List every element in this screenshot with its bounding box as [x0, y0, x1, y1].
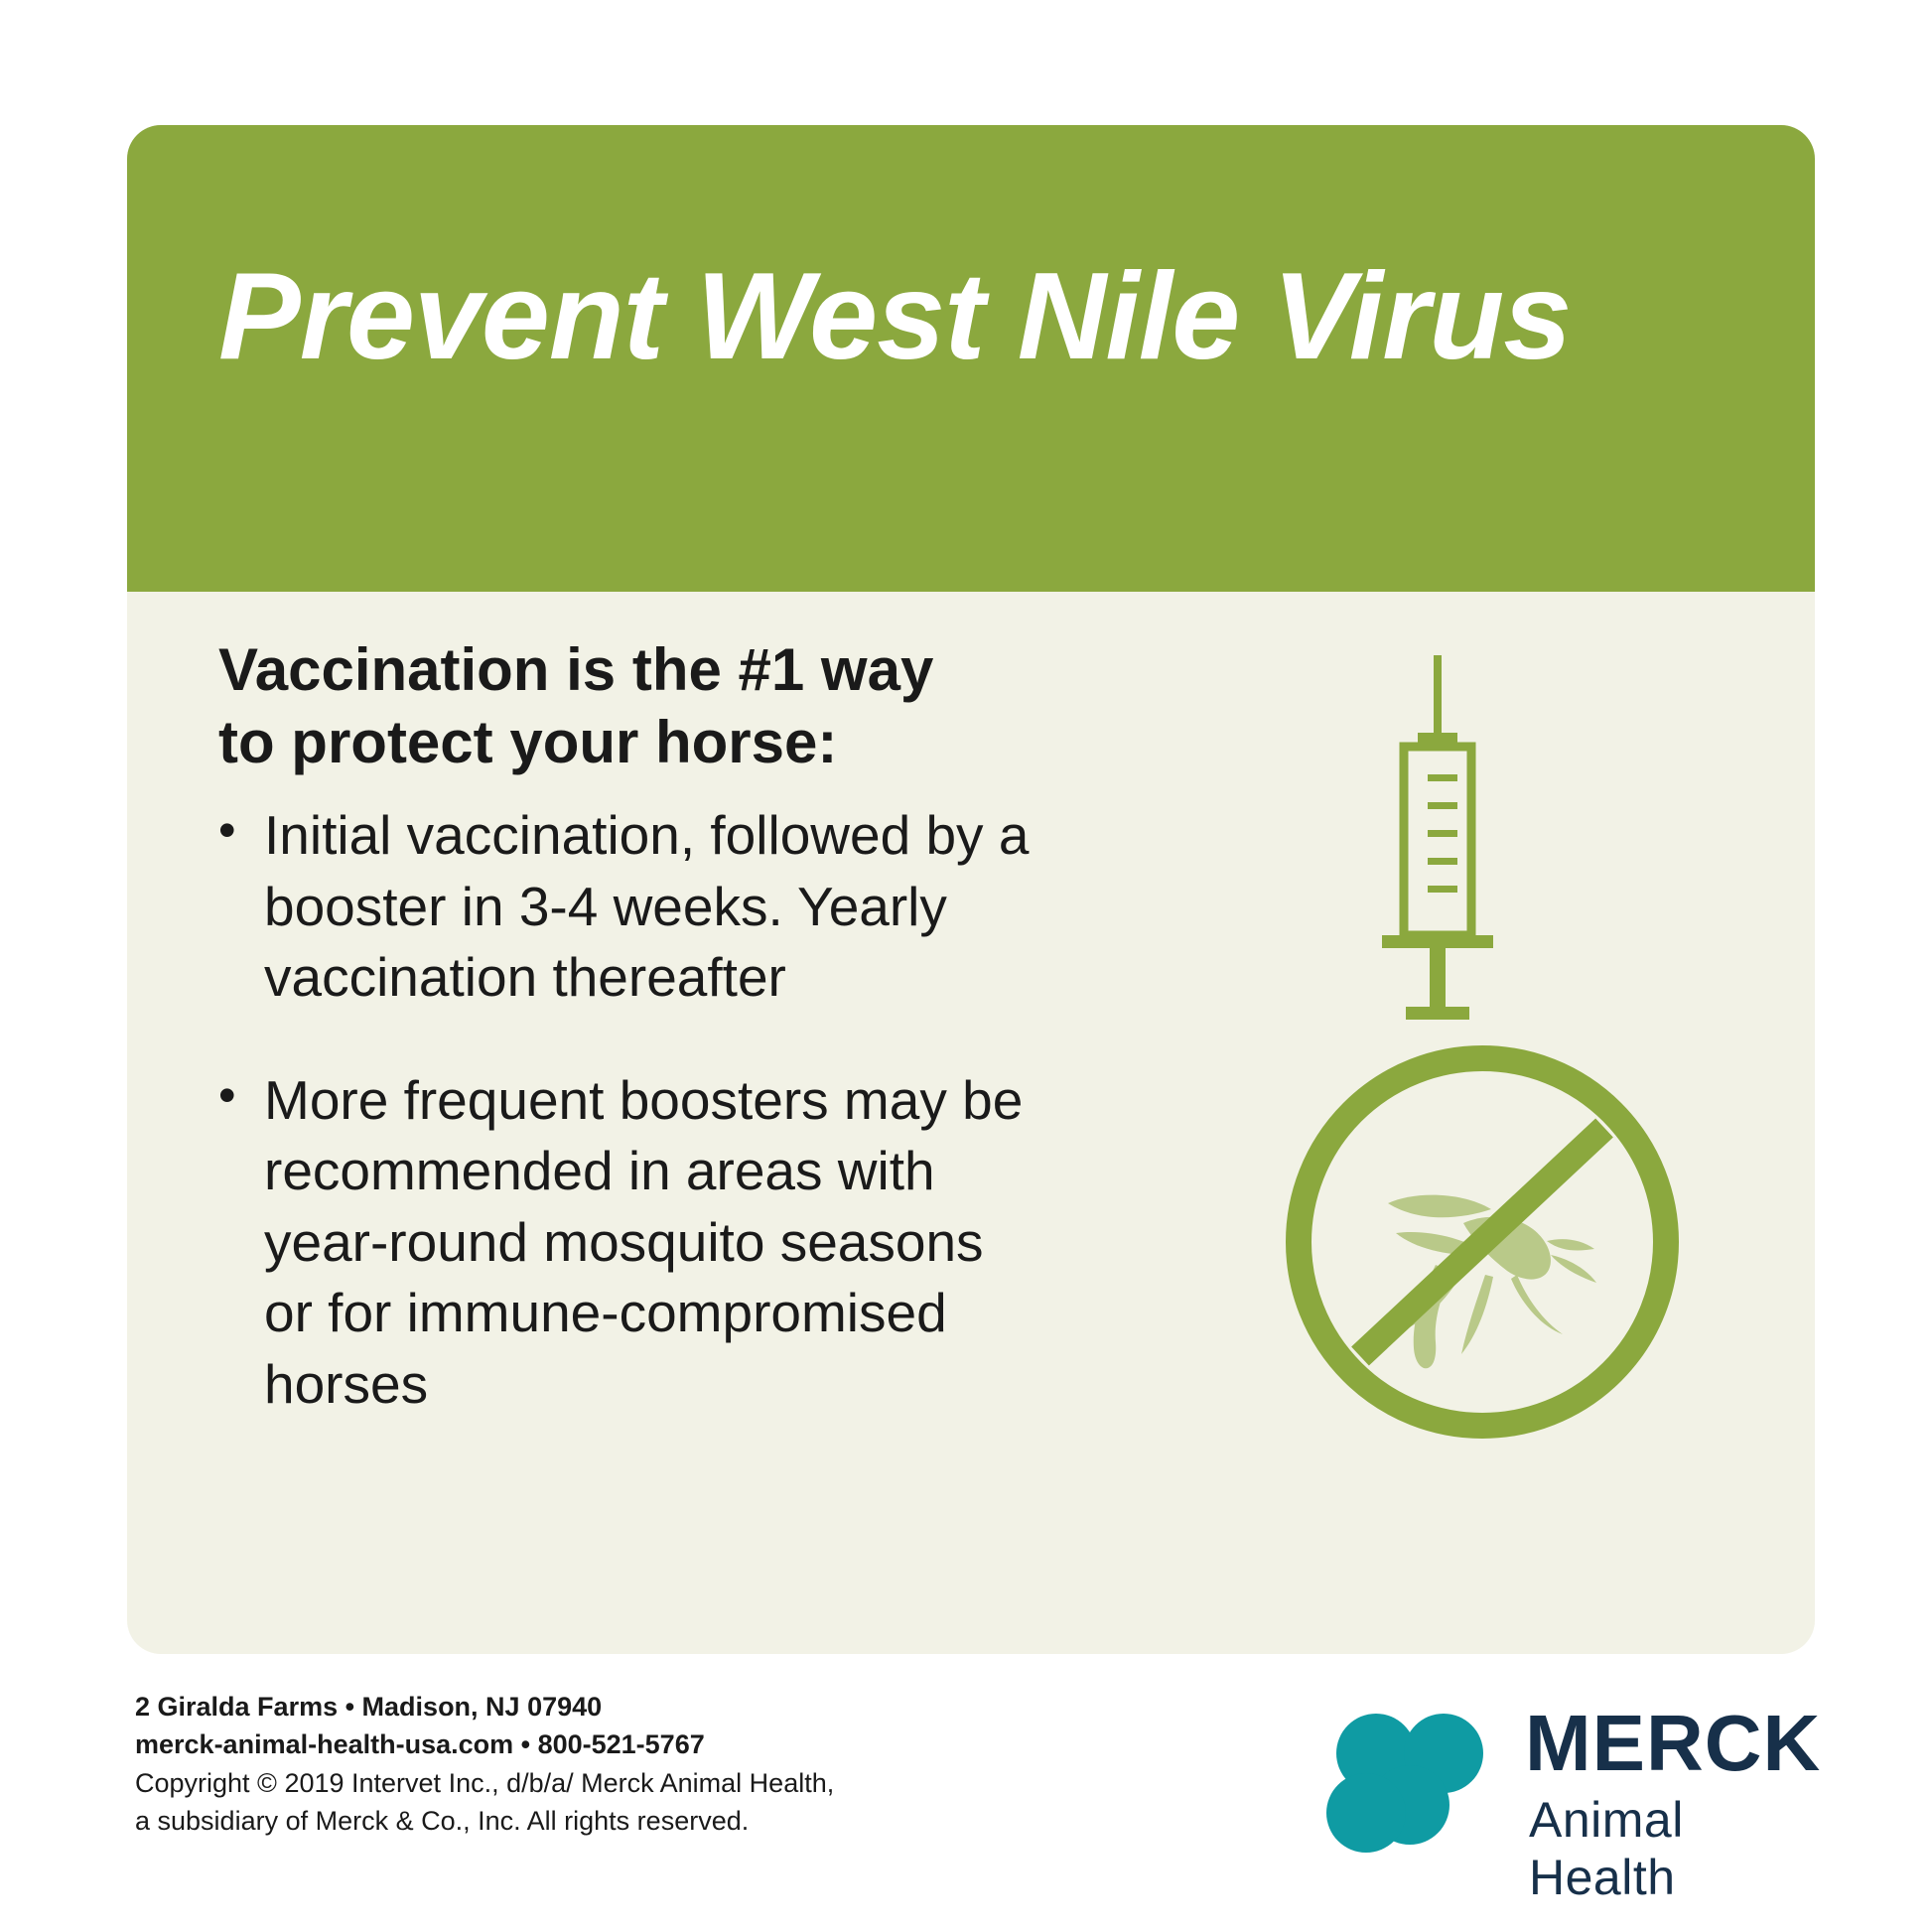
merck-logo [1316, 1684, 1822, 1905]
merck-mark-icon [1316, 1702, 1505, 1875]
page-title: Prevent West Nile Virus [218, 248, 1572, 385]
copyright-line-2: a subsidiary of Merck & Co., Inc. All rights reserved. [135, 1805, 750, 1836]
merck-wordmark: MERCK [1525, 1699, 1822, 1787]
copyright-line-1: Copyright © 2019 Intervet Inc., d/b/a/ Merck Animal Health, [135, 1767, 835, 1798]
footer [0, 1678, 1932, 1932]
bullet-list [218, 800, 1042, 1471]
no-mosquito-icon [1269, 1029, 1696, 1460]
syringe-icon [1318, 651, 1557, 1034]
subheading [218, 633, 1052, 778]
card-header [127, 125, 1815, 592]
subheading-line-2: to protect your horse: [218, 709, 838, 776]
contact-line: merck-animal-health-usa.com • 800-521-5767 [135, 1729, 705, 1760]
merck-tagline: Animal Health [1529, 1792, 1684, 1905]
icon-column [1259, 631, 1676, 1585]
list-item: • Initial vaccination, followed by a booster in 3-4 weeks. Yearly vaccination thereafter [218, 800, 1042, 1014]
card-body [127, 592, 1815, 1654]
subheading-line-1: Vaccination is the #1 way [218, 636, 934, 703]
address-line: 2 Giralda Farms • Madison, NJ 07940 [135, 1692, 603, 1722]
list-item: • More frequent boosters may be recommended in areas with year-round mosquito seasons or for immune-compromised horses [218, 1065, 1042, 1421]
legal-block [135, 1688, 834, 1840]
info-card [127, 125, 1815, 1654]
